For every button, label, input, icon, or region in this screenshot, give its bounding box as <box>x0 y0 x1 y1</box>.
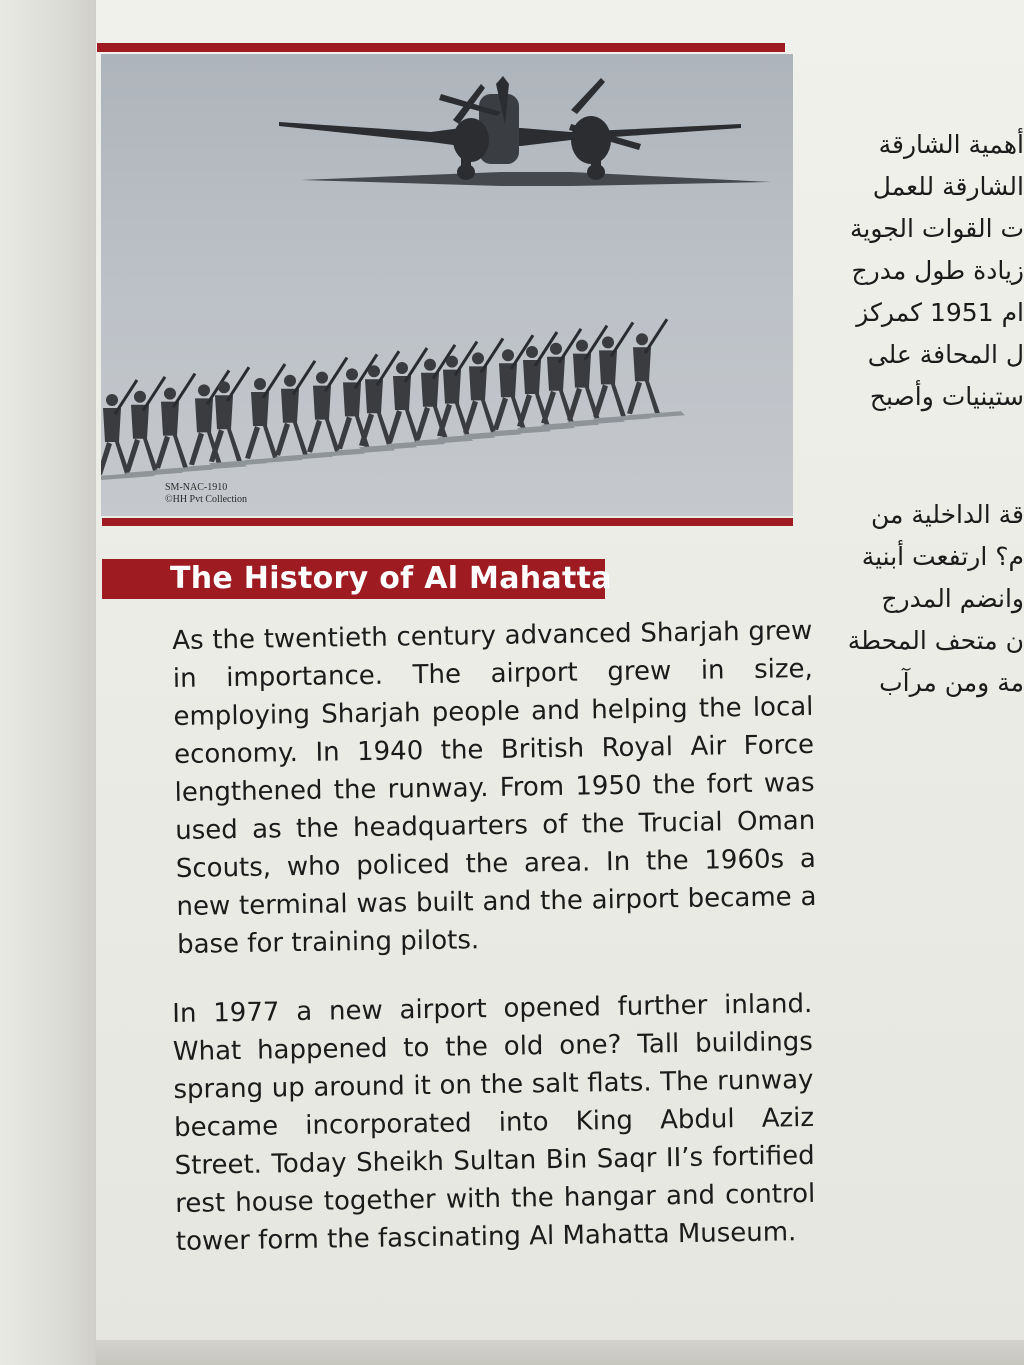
arabic-line: ل المحافة على <box>867 340 1024 369</box>
photo-top-rule <box>97 43 785 52</box>
historical-photo <box>101 54 793 516</box>
arabic-line: قة الداخلية من <box>871 500 1024 529</box>
photo-caption-line2: ©HH Pvt Collection <box>165 494 248 505</box>
history-paragraph-2: In 1977 a new airport opened further inland. What happened to the old one? Tall buildings sprang up around it on the salt flats. The runway became incorporated into King Abdul Aziz Street. Today Sheikh Sultan Bin Saqr II’s fortified rest house together with the hangar and control tower form the fascinating Al Mahatta Museum. <box>172 988 816 1257</box>
arabic-line: م؟ ارتفعت أبنية <box>861 542 1024 571</box>
arabic-line: ام 1951 كمركز <box>856 298 1024 327</box>
photo-bottom-rule <box>102 518 793 526</box>
arabic-line: مة ومن مرآب <box>879 668 1024 697</box>
panel-bottom-edge <box>96 1340 1024 1365</box>
section-title-bar <box>102 559 612 599</box>
arabic-line: ن متحف المحطة <box>847 626 1024 655</box>
arabic-text-block-1 <box>844 124 1024 418</box>
arabic-line: ت القوات الجوية <box>849 214 1024 243</box>
aircraft-and-marching-scouts-image <box>101 54 793 516</box>
arabic-line: أهمية الشارقة <box>878 130 1024 159</box>
arabic-line: ستينيات وأصبح <box>869 382 1024 411</box>
arabic-line: الشارقة للعمل <box>872 172 1024 201</box>
arabic-line: وانضم المدرج <box>881 584 1024 613</box>
wall-background <box>0 0 100 1365</box>
section-title: The History of Al Mahatta <box>170 561 612 596</box>
photo-caption-line1: SM-NAC-1910 <box>165 482 228 493</box>
history-paragraph-1: As the twentieth century advanced Sharjah grew in importance. The airport grew in size, employing Sharjah people and helping the local economy. In 1940 the British Royal Air Force lengthened the runway. From 1950 the fort was used as the headquarters of the Trucial Oman Scouts, who policed the area. In the 1960s a new terminal was built and the airport became a base for training pilots. <box>172 615 817 960</box>
arabic-line: زيادة طول مدرج <box>851 256 1024 285</box>
arabic-text-block-2 <box>844 494 1024 704</box>
